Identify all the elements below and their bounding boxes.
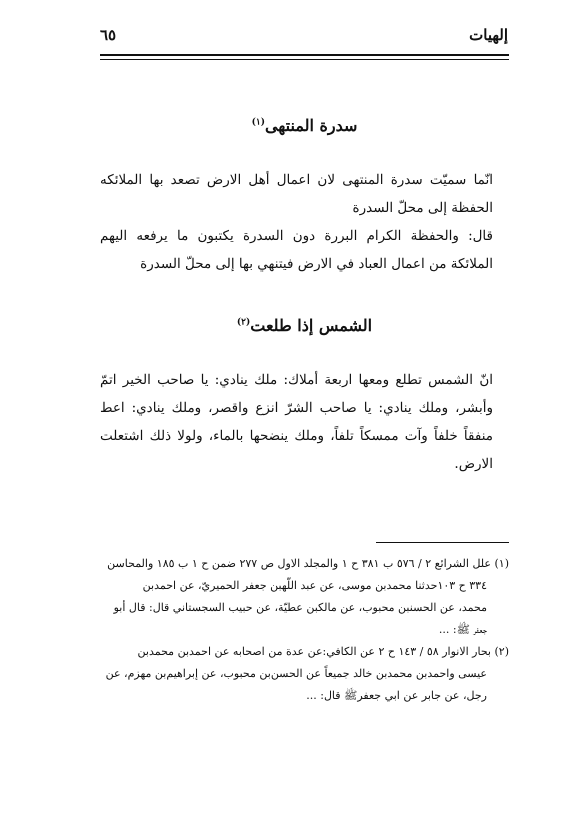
footnote-line: بحار الانوار ٥٨ / ١٤٣ ح ٢ عن الكافي:عن عدة من اصحابه عن احمدبن محمدبن bbox=[137, 645, 491, 658]
header-rule bbox=[100, 54, 509, 60]
section-title-shams bbox=[100, 316, 509, 335]
section-title-text: الشمس إذا طلعت bbox=[250, 316, 373, 335]
footnote-ref: (١) bbox=[251, 117, 265, 128]
section-body-sidrat bbox=[100, 166, 509, 278]
footnote-line: جعفر ﷺ: ... bbox=[438, 623, 487, 636]
section-body-shams bbox=[100, 366, 509, 478]
running-header bbox=[100, 24, 508, 48]
section-title-sidrat bbox=[100, 116, 509, 135]
paragraph: انّ الشمس تطلع ومعها اربعة أملاك: ملك ينادي: يا صاحب الخير اتمّ وأبشر، وملك ينادي: يا صاحب الشرّ انزع واقصر، وملك ينادي: اعط منفقاً خلفاً وآت ممسكاً تلفاً، وملك ينضحها بالماء، ولولا ذلك اشتعلت الارض. bbox=[100, 372, 493, 472]
page-number: ٦٥ bbox=[100, 26, 117, 44]
footnotes bbox=[100, 553, 509, 707]
paragraph: قال: والحفظة الكرام البررة دون السدرة يكتبون ما يرفعه اليهم الملائكة من اعمال العباد في الارض فيتنهي بها إلى محلّ السدرة bbox=[100, 228, 493, 272]
footnote-ref: (٢) bbox=[236, 317, 251, 328]
footnote-line: محمد، عن الحسنبن محبوب، عن مالكبن عطيّة، عن حبيب السجستاني قال: قال أبو bbox=[113, 601, 487, 614]
paragraph: انّما سميّت سدرة المنتهى لان اعمال أهل الارض تصعد بها الملائكه الحفظة إلى محلّ السدرة bbox=[100, 172, 493, 216]
footnote-line: رجل، عن جابر عن ابي جعفرﷺ قال: ... bbox=[306, 689, 487, 702]
footnote-number: (١) bbox=[494, 557, 509, 570]
footnote-1 bbox=[100, 553, 509, 575]
footnote-line: ٣٣٤ ح ١٠٣حدثنا محمدبن موسى، عن عبد اللّهبن جعفر الحميريّ، عن احمدبن bbox=[142, 579, 487, 592]
footnote-2 bbox=[100, 641, 509, 663]
footnote-rule bbox=[376, 542, 509, 543]
footnote-number: (٢) bbox=[494, 645, 509, 658]
running-title: إلهيات bbox=[469, 26, 508, 44]
footnote-line: علل الشرائع ٢ / ٥٧٦ ب ٣٨١ ح ١ والمجلد الاول ص ٢٧٧ ضمن ح ١ ب ١٨٥ والمحاسن bbox=[107, 557, 491, 570]
section-title-text: سدرة المنتهى bbox=[264, 116, 358, 135]
footnote-line: عيسى واحمدبن محمدبن خالد جميعاً عن الحسن‌بن محبوب، عن إبراهيم‌بن مهزم، عن bbox=[105, 667, 487, 680]
